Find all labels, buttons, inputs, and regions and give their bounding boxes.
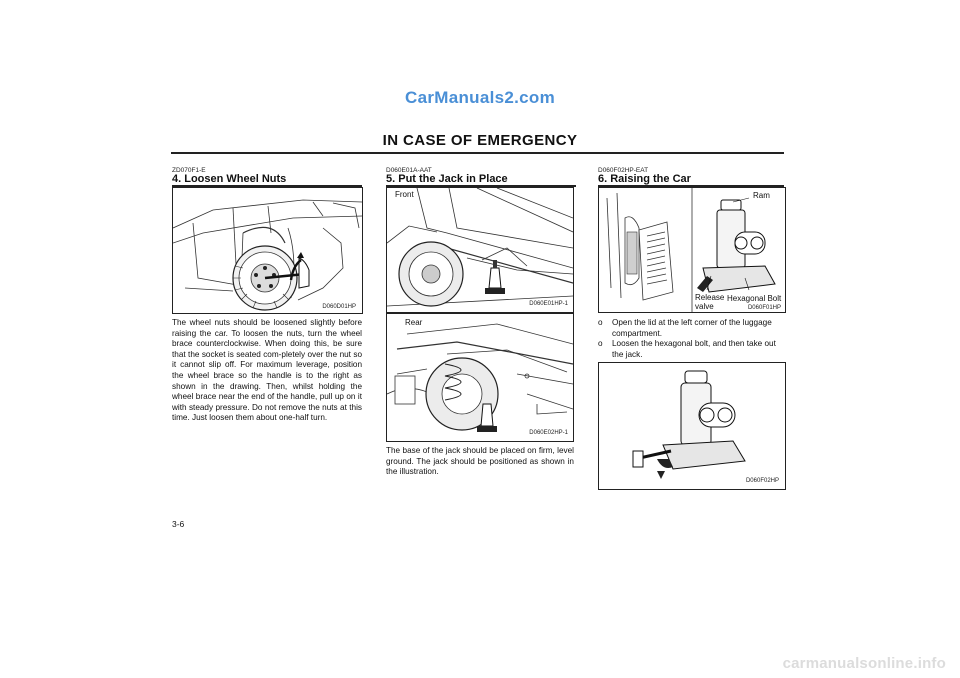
figure-code: D060F02HP — [745, 478, 779, 484]
figure-label-rear: Rear — [405, 318, 423, 327]
page-number: 3-6 — [172, 519, 185, 529]
bullet-text: Loosen the hexagonal bolt, and then take out the jack. — [612, 339, 776, 359]
label-release-valve — [695, 293, 724, 311]
label-release: Release — [695, 293, 725, 302]
figure-code: D060E01HP-1 — [529, 301, 568, 307]
section-title-raising: 6. Raising the Car — [598, 173, 691, 185]
wheel-brace-illustration — [173, 188, 362, 313]
jack-front-illustration — [387, 188, 573, 312]
jack-shape — [489, 268, 501, 288]
label-valve: valve — [695, 302, 714, 311]
jack-bolt-illustration — [599, 363, 785, 489]
watermark-top: CarManuals2.com — [405, 88, 555, 107]
rotation-arrow-icon — [297, 252, 304, 258]
bottle-jack-shape — [697, 200, 775, 292]
section-code-wheel-nuts: ZD070F1-E — [172, 167, 206, 174]
figure-jack-rear — [386, 313, 574, 442]
bullet-item — [598, 318, 784, 340]
section-code-jack-place: D060E01A-AAT — [386, 167, 432, 174]
watermark-bottom: carmanualsonline.info — [782, 655, 946, 672]
jack-rear-illustration — [387, 314, 573, 441]
label-hexagonal-bolt: Hexagonal Bolt — [727, 294, 782, 303]
label-ram: Ram — [753, 191, 770, 200]
bullet-text: Open the lid at the left corner of the luggage compartment. — [612, 318, 772, 338]
page-header: IN CASE OF EMERGENCY — [382, 132, 578, 149]
figure-jack-storage — [598, 187, 786, 313]
figure-label-front: Front — [395, 190, 414, 199]
jack-shape — [481, 404, 493, 426]
jack-place-body-text: The base of the jack should be placed on firm, level ground. The jack should be positioned as shown in the illustration. — [386, 446, 574, 477]
header-rule — [171, 152, 784, 154]
section-title-jack-place: 5. Put the Jack in Place — [386, 173, 508, 185]
figure-code: D060F01HP — [747, 305, 781, 311]
section-title-wheel-nuts: 4. Loosen Wheel Nuts — [172, 173, 287, 185]
figure-jack-hexagonal-bolt — [598, 362, 786, 490]
bottle-jack-shape — [663, 371, 745, 469]
bullet-item — [598, 339, 784, 361]
figure-code: D060D01HP — [322, 304, 356, 310]
figure-code: D060E02HP-1 — [529, 430, 568, 436]
figure-wheel-nuts — [172, 187, 363, 314]
figure-jack-front — [386, 187, 574, 313]
section-code-raising: D060F02HP-EAT — [598, 167, 649, 174]
bullet-marker: o — [598, 339, 603, 348]
bullet-marker: o — [598, 318, 603, 327]
wheel-nuts-body-text: The wheel nuts should be loosened slightly before raising the car. To loosen the nuts, turn the wheel brace counterclockwise. When doing this, be sure that the socket is seated com-pletely over the nut so it cannot slip off. For maximum leverage, position the wheel brace so the handle is to the right as shown in the drawing. Then, whilst holding the wheel brace near the end of the handle, pull up on it with steady pressure. Do not remove the nuts at this time. Just loosen them about one-half turn. — [172, 318, 362, 423]
